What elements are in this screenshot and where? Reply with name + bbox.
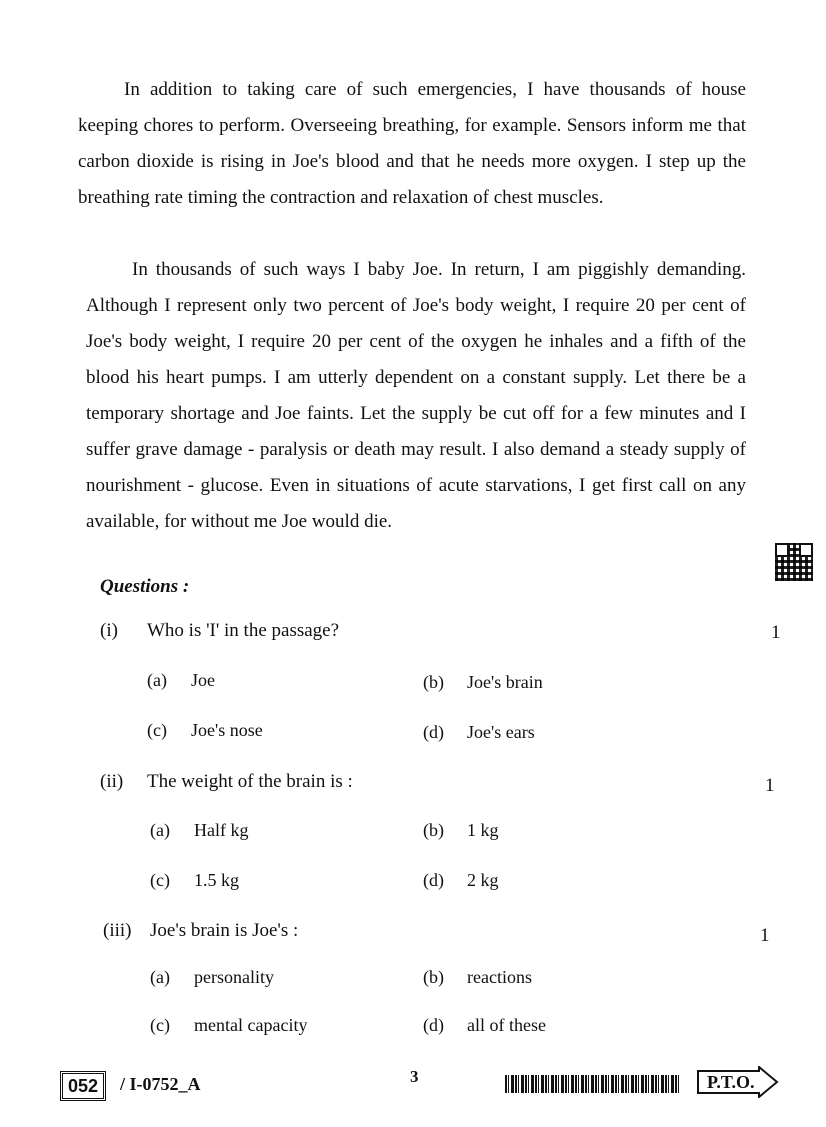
pto-arrow (697, 1066, 779, 1098)
option-label: (c) (150, 1015, 170, 1035)
option-label: (d) (423, 870, 444, 890)
option-d (423, 722, 535, 743)
passage-paragraph-2: In thousands of such ways I baby Joe. In return, I am piggishly demanding. Although I represent only two percent of Joe's body weight, I require 20 per cent of Joe's body weight, I require 20 per cent of the oxygen he inhales and a fifth of the blood his heart pumps. I am utterly dependent on a constant supply. Let there be a temporary shortage and Joe faints. Let the supply be cut off for a few minutes and I suffer grave damage - paralysis or death may result. I also demand a steady supply of nourishment - glucose. Even in situations of acute starvations, I get first call on any available, for without me Joe would die. (86, 259, 746, 532)
passage-paragraph-1: In addition to taking care of such emergencies, I have thousands of house keeping chores to perform. Overseeing breathing, for example. Sensors inform me that carbon dioxide is rising in Joe's blood and that he needs more oxygen. I step up the breathing rate timing the contraction and relaxation of chest muscles. (78, 79, 746, 208)
pto-label: P.T.O. (707, 1072, 755, 1092)
option-text: 1.5 kg (194, 870, 239, 890)
option-label: (b) (423, 820, 444, 840)
option-label: (b) (423, 672, 444, 692)
option-text: Joe's ears (467, 722, 535, 742)
option-label: (b) (423, 967, 444, 987)
option-text: Joe's nose (191, 720, 263, 740)
option-label: (d) (423, 722, 444, 742)
option-c (150, 1015, 307, 1036)
option-text: 1 kg (467, 820, 499, 840)
option-a (147, 670, 215, 691)
option-label: (a) (147, 670, 167, 690)
subject-code-box: 052 (60, 1071, 106, 1101)
question-marks: 1 (765, 775, 775, 796)
question-number: (i) (100, 620, 118, 641)
paper-code: / I-0752_A (120, 1074, 201, 1094)
option-a (150, 967, 274, 988)
option-text: personality (194, 967, 274, 987)
option-label: (a) (150, 967, 170, 987)
option-b (423, 672, 543, 693)
option-label: (c) (147, 720, 167, 740)
option-b (423, 967, 532, 988)
option-a (150, 820, 248, 841)
option-text: all of these (467, 1015, 546, 1035)
question-text: Joe's brain is Joe's : (150, 920, 299, 941)
option-c (147, 720, 263, 741)
option-text: Half kg (194, 820, 249, 840)
question-marks: 1 (771, 622, 781, 643)
questions-heading: Questions : (100, 576, 190, 597)
option-label: (d) (423, 1015, 444, 1035)
question-text: The weight of the brain is : (147, 771, 353, 792)
option-label: (c) (150, 870, 170, 890)
qr-code-icon (775, 543, 813, 581)
option-c (150, 870, 239, 891)
option-d (423, 870, 499, 891)
question-number: (iii) (103, 920, 132, 941)
question-text: Who is 'I' in the passage? (147, 620, 340, 641)
barcode-icon (505, 1075, 680, 1093)
option-text: Joe's brain (467, 672, 543, 692)
option-text: 2 kg (467, 870, 499, 890)
option-b (423, 820, 499, 841)
option-label: (a) (150, 820, 170, 840)
option-text: Joe (191, 670, 215, 690)
option-text: mental capacity (194, 1015, 308, 1035)
question-number: (ii) (100, 771, 124, 792)
page-number: 3 (410, 1067, 419, 1086)
option-text: reactions (467, 967, 532, 987)
option-d (423, 1015, 546, 1036)
question-marks: 1 (760, 925, 770, 946)
